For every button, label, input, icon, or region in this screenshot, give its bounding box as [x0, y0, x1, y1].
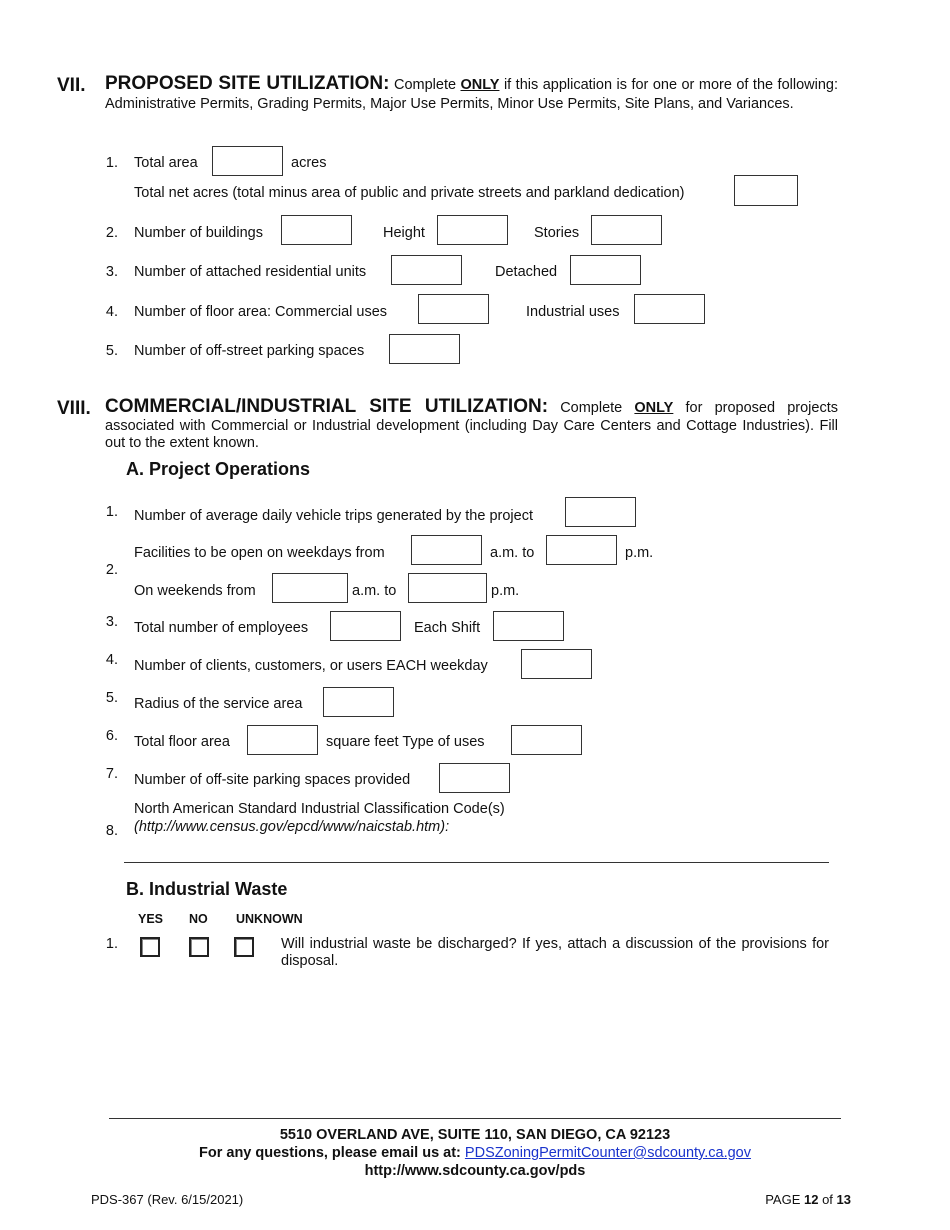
- item-number: 4.: [105, 652, 118, 668]
- only-emphasis: ONLY: [460, 77, 500, 93]
- number-of-buildings-label: Number of buildings: [134, 225, 263, 241]
- service-radius-label: Radius of the service area: [134, 696, 303, 712]
- number-of-buildings-input[interactable]: [281, 215, 352, 245]
- yes-column-header: YES: [138, 912, 164, 926]
- detached-input[interactable]: [570, 255, 641, 285]
- weekend-close-input[interactable]: [408, 573, 487, 603]
- off-site-parking-input[interactable]: [439, 763, 510, 793]
- footer-divider: [109, 1118, 841, 1119]
- total-area-label: Total area: [134, 155, 198, 171]
- industrial-waste-yes-checkbox[interactable]: [140, 937, 160, 957]
- project-operations-heading: A. Project Operations: [126, 459, 311, 479]
- only-emphasis: ONLY: [634, 400, 674, 416]
- service-radius-input[interactable]: [323, 687, 394, 717]
- no-column-header: NO: [189, 912, 208, 926]
- unknown-column-header: UNKNOWN: [236, 912, 303, 926]
- stories-label: Stories: [534, 225, 580, 241]
- stories-input[interactable]: [591, 215, 662, 245]
- website-url: http://www.sdcounty.ca.gov/pds: [364, 1163, 586, 1179]
- weekdays-from-label: Facilities to be open on weekdays from: [134, 545, 385, 561]
- total-employees-label: Total number of employees: [134, 620, 309, 636]
- off-street-parking-input[interactable]: [389, 334, 460, 364]
- weekday-close-input[interactable]: [546, 535, 617, 565]
- naics-url-label: (http://www.census.gov/epcd/www/naicstab.htm):: [134, 819, 450, 835]
- item-number: 6.: [105, 728, 118, 744]
- pm-label: p.m.: [625, 545, 654, 561]
- email-link[interactable]: PDSZoningPermitCounter@sdcounty.ca.gov: [464, 1145, 751, 1161]
- item-number: 3.: [105, 264, 118, 280]
- item-number: 1.: [105, 155, 118, 171]
- total-floor-area-input[interactable]: [247, 725, 318, 755]
- clients-weekday-input[interactable]: [521, 649, 592, 679]
- item-number: 1.: [105, 504, 118, 520]
- daily-vehicle-trips-input[interactable]: [565, 497, 636, 527]
- attached-units-input[interactable]: [391, 255, 462, 285]
- section-8-number: VIII.: [57, 398, 91, 419]
- naics-answer-line[interactable]: [124, 862, 829, 863]
- total-net-acres-label: Total net acres (total minus area of public and private streets and parkland dedication): [134, 185, 685, 201]
- item-number: 5.: [105, 343, 118, 359]
- total-area-input[interactable]: [212, 146, 283, 176]
- acres-label: acres: [291, 155, 327, 171]
- form-id: PDS-367 (Rev. 6/15/2021): [91, 1192, 244, 1207]
- office-address: 5510 OVERLAND AVE, SUITE 110, SAN DIEGO, CA 92123: [279, 1127, 671, 1143]
- height-input[interactable]: [437, 215, 508, 245]
- industrial-waste-no-checkbox[interactable]: [189, 937, 209, 957]
- industrial-uses-input[interactable]: [634, 294, 705, 324]
- commercial-floor-area-label: Number of floor area: Commercial uses: [134, 304, 388, 320]
- item-number: 2.: [105, 562, 118, 578]
- clients-weekday-label: Number of clients, customers, or users EACH weekday: [134, 658, 488, 674]
- weekday-open-input[interactable]: [411, 535, 482, 565]
- item-number: 7.: [105, 766, 118, 782]
- section-7-number: VII.: [57, 75, 86, 96]
- off-site-parking-label: Number of off-site parking spaces provided: [134, 772, 411, 788]
- am-to-label: a.m. to: [352, 583, 397, 599]
- contact-line: For any questions, please email us at: PDSZoningPermitCounter@sdcounty.ca.gov: [199, 1145, 751, 1161]
- commercial-floor-area-input[interactable]: [418, 294, 489, 324]
- item-number: 5.: [105, 690, 118, 706]
- off-street-parking-label: Number of off-street parking spaces: [134, 343, 365, 359]
- pm-label: p.m.: [491, 583, 520, 599]
- weekends-from-label: On weekends from: [134, 583, 256, 599]
- weekend-open-input[interactable]: [272, 573, 348, 603]
- section-8-title: COMMERCIAL/INDUSTRIAL SITE UTILIZATION:: [105, 396, 549, 417]
- height-label: Height: [383, 225, 425, 241]
- industrial-waste-heading: B. Industrial Waste: [126, 879, 288, 899]
- total-floor-area-label: Total floor area: [134, 734, 230, 750]
- item-number: 2.: [105, 225, 118, 241]
- am-to-label: a.m. to: [490, 545, 535, 561]
- industrial-waste-unknown-checkbox[interactable]: [234, 937, 254, 957]
- total-net-acres-input[interactable]: [734, 175, 798, 206]
- industrial-waste-question: Will industrial waste be discharged? If yes, attach a discussion of the provisions for disposal.: [281, 936, 829, 969]
- page-number: PAGE 12 of 13: [765, 1192, 851, 1207]
- industrial-uses-label: Industrial uses: [526, 304, 620, 320]
- each-shift-input[interactable]: [493, 611, 564, 641]
- total-employees-input[interactable]: [330, 611, 401, 641]
- section-7-intro: PROPOSED SITE UTILIZATION: Complete ONLY if this application is for one or more of the following: Administrative Permits, Grading Permits, Major Use Permits, Minor Use Permits, Site Plans, and Variances.: [105, 73, 839, 112]
- section-7-title: PROPOSED SITE UTILIZATION:: [105, 73, 390, 94]
- item-number: 4.: [105, 304, 118, 320]
- each-shift-label: Each Shift: [414, 620, 481, 636]
- item-number: 1.: [105, 936, 118, 952]
- section-8-intro: COMMERCIAL/INDUSTRIAL SITE UTILIZATION: Complete ONLY for proposed projects associated with Commercial or Industrial development (including Day Care Centers and Cottage Industries). Fill out to the extent known.: [105, 396, 838, 451]
- detached-label: Detached: [495, 264, 558, 280]
- item-number: 3.: [105, 614, 118, 630]
- daily-vehicle-trips-label: Number of average daily vehicle trips generated by the project: [134, 508, 533, 524]
- type-of-uses-input[interactable]: [511, 725, 582, 755]
- item-number: 8.: [105, 823, 118, 839]
- naics-label: North American Standard Industrial Classification Code(s): [134, 801, 505, 817]
- square-feet-type-label: square feet Type of uses: [326, 734, 485, 750]
- attached-units-label: Number of attached residential units: [134, 264, 367, 280]
